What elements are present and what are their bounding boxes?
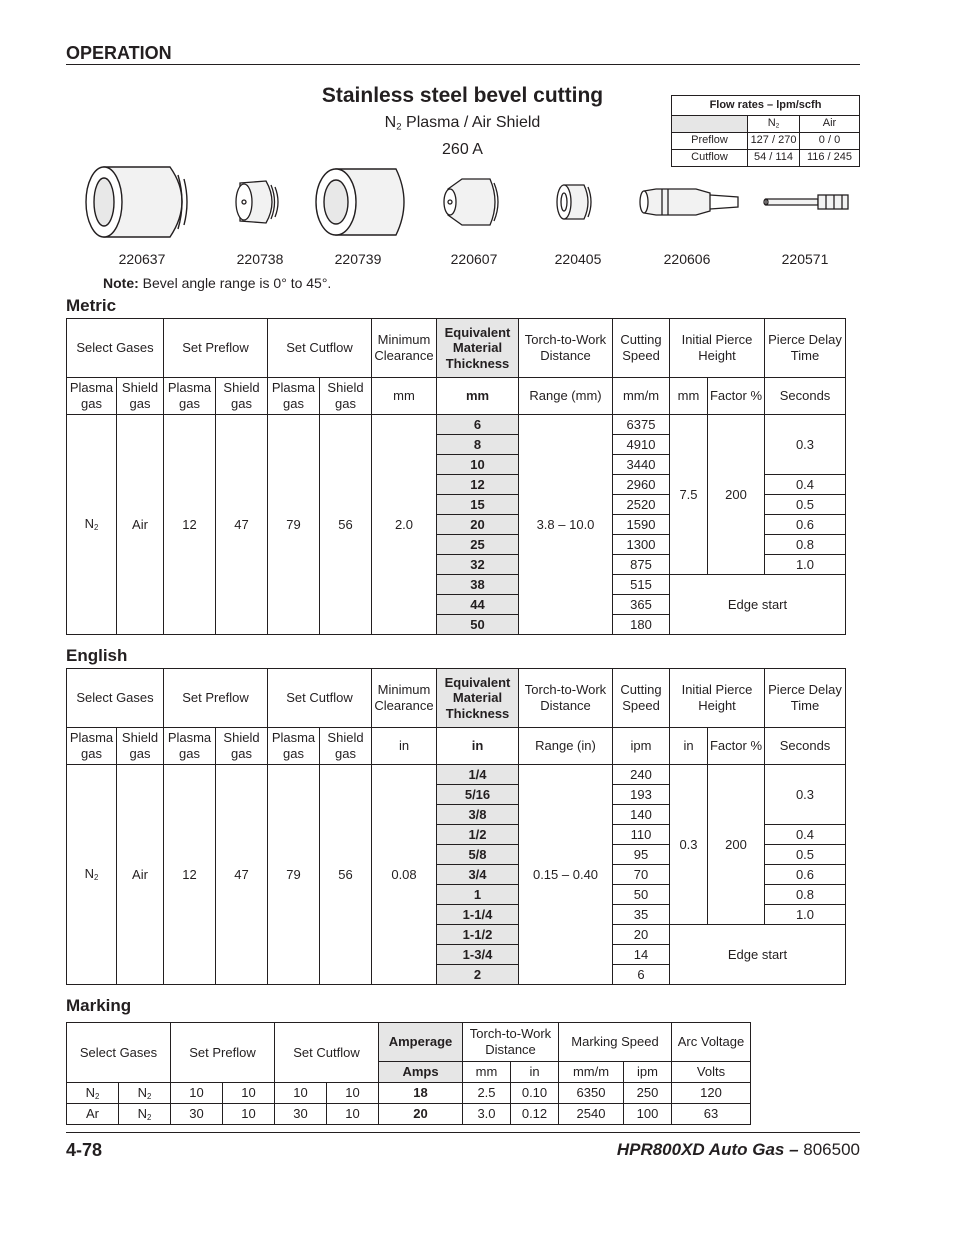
swirl-ring-icon	[557, 185, 591, 219]
marking-preflow-header: Set Preflow	[171, 1023, 275, 1083]
gas-type-label: Shield gas	[216, 378, 268, 415]
thickness-cell: 1-1/2	[437, 925, 519, 945]
speed-cell: 95	[613, 845, 670, 865]
clearance-unit: mm	[372, 378, 437, 415]
flow-rates-caption: Flow rates – lpm/scfh	[672, 96, 860, 116]
thickness-cell: 50	[437, 615, 519, 635]
thickness-cell: 3/8	[437, 805, 519, 825]
speed-header: Cutting Speed	[613, 669, 670, 728]
marking-cell: 0.12	[511, 1104, 559, 1125]
marking-cell: 2.5	[463, 1083, 511, 1104]
marking-cell: 10	[171, 1083, 223, 1104]
gas-type-label: Plasma gas	[268, 728, 320, 765]
speed-cell: 240	[613, 765, 670, 785]
cutflow-plasma-cell: 79	[268, 765, 320, 985]
select-gases-header: Select Gases	[67, 319, 164, 378]
preflow-plasma-cell: 12	[164, 765, 216, 985]
part-number: 220637	[118, 251, 166, 267]
consumable-parts-illustration	[66, 165, 860, 245]
pierce-delay-cell: 0.4	[765, 475, 846, 495]
pierce-height-header: Initial Pierce Height	[670, 319, 765, 378]
pierce-delay-cell: 0.3	[765, 765, 846, 825]
distance-unit: Range (mm)	[519, 378, 613, 415]
clearance-cell: 2.0	[372, 415, 437, 635]
metric-cut-chart-table	[66, 318, 846, 635]
marking-cell: 18	[379, 1083, 463, 1104]
pierce-delay-cell: 1.0	[765, 905, 846, 925]
part-number: 220739	[334, 251, 382, 267]
marking-speed-header: Marking Speed	[559, 1023, 672, 1062]
marking-cell: 3.0	[463, 1104, 511, 1125]
thickness-cell: 1-3/4	[437, 945, 519, 965]
thickness-cell: 5/8	[437, 845, 519, 865]
marking-cell: 120	[672, 1083, 751, 1104]
speed-cell: 2520	[613, 495, 670, 515]
set-cutflow-header: Set Cutflow	[268, 669, 372, 728]
thickness-cell: 3/4	[437, 865, 519, 885]
set-cutflow-header: Set Cutflow	[268, 319, 372, 378]
thickness-cell: 38	[437, 575, 519, 595]
marking-unit: Volts	[672, 1062, 751, 1083]
pierce-height-cell: 7.5	[670, 415, 708, 575]
pierce-factor-cell: 200	[708, 415, 765, 575]
edge-start-cell: Edge start	[670, 575, 846, 635]
flow-col-n2: $N_2$	[748, 116, 800, 133]
pierce-delay-cell: 0.5	[765, 845, 846, 865]
distance-header: Torch-to-Work Distance	[519, 669, 613, 728]
thickness-cell: 25	[437, 535, 519, 555]
shield-gas-cell: Air	[117, 765, 164, 985]
speed-cell: 110	[613, 825, 670, 845]
marking-row	[67, 1083, 751, 1104]
plasma-gas-cell: $N_2$	[67, 765, 117, 985]
marking-cell: 10	[223, 1104, 275, 1125]
thickness-cell: 32	[437, 555, 519, 575]
delay-unit: Seconds	[765, 728, 846, 765]
marking-table	[66, 1022, 751, 1125]
thickness-cell: 8	[437, 435, 519, 455]
marking-select-gases-header: Select Gases	[67, 1023, 171, 1083]
delay-unit: Seconds	[765, 378, 846, 415]
header-rule	[66, 64, 860, 65]
pierce-delay-cell: 0.3	[765, 415, 846, 475]
flow-row-label: Preflow	[672, 133, 748, 150]
thickness-unit: in	[437, 728, 519, 765]
pierce-delay-cell: 0.6	[765, 515, 846, 535]
english-heading: English	[66, 646, 128, 665]
pierce-factor-cell: 200	[708, 765, 765, 925]
speed-cell: 14	[613, 945, 670, 965]
marking-unit: mm/m	[559, 1062, 624, 1083]
part-number: 220571	[781, 251, 829, 267]
gas-type-label: Plasma gas	[67, 728, 117, 765]
thickness-cell: 44	[437, 595, 519, 615]
pierce-unit: mm	[670, 378, 708, 415]
speed-cell: 50	[613, 885, 670, 905]
marking-cell: 100	[624, 1104, 672, 1125]
speed-cell: 875	[613, 555, 670, 575]
marking-amperage-header: Amperage	[379, 1023, 463, 1062]
flow-rates-table	[671, 95, 860, 167]
bevel-note: Note: Bevel angle range is 0° to 45°.	[103, 275, 332, 291]
factor-unit: Factor %	[708, 378, 765, 415]
pierce-height-header: Initial Pierce Height	[670, 669, 765, 728]
thickness-cell: 6	[437, 415, 519, 435]
speed-cell: 1590	[613, 515, 670, 535]
speed-cell: 180	[613, 615, 670, 635]
speed-cell: 365	[613, 595, 670, 615]
document-id: HPR800XD Auto Gas – 806500	[616, 1140, 860, 1159]
speed-cell: 6375	[613, 415, 670, 435]
pierce-unit: in	[670, 728, 708, 765]
distance-cell: 3.8 – 10.0	[519, 415, 613, 635]
gas-type-label: Plasma gas	[268, 378, 320, 415]
data-row	[67, 415, 846, 435]
distance-header: Torch-to-Work Distance	[519, 319, 613, 378]
pierce-delay-cell: 1.0	[765, 555, 846, 575]
distance-cell: 0.15 – 0.40	[519, 765, 613, 985]
pierce-delay-cell: 0.4	[765, 825, 846, 845]
marking-cell: $N_2$	[119, 1104, 171, 1125]
thickness-cell: 1/2	[437, 825, 519, 845]
speed-cell: 140	[613, 805, 670, 825]
gas-type-label: Plasma gas	[164, 378, 216, 415]
marking-cell: 10	[327, 1104, 379, 1125]
select-gases-header: Select Gases	[67, 669, 164, 728]
thickness-cell: 10	[437, 455, 519, 475]
cutflow-shield-cell: 56	[320, 765, 372, 985]
flow-value: 116 / 245	[800, 150, 860, 167]
pierce-delay-header: Pierce Delay Time	[765, 669, 846, 728]
speed-cell: 20	[613, 925, 670, 945]
flow-value: 0 / 0	[800, 133, 860, 150]
data-row	[67, 765, 846, 785]
unit-row	[67, 378, 846, 415]
part-number: 220405	[554, 251, 602, 267]
unit-row	[67, 728, 846, 765]
set-preflow-header: Set Preflow	[164, 319, 268, 378]
pierce-delay-cell: 0.8	[765, 885, 846, 905]
gas-type-label: Shield gas	[320, 728, 372, 765]
marking-row	[67, 1104, 751, 1125]
thickness-header: Equivalent Material Thickness	[437, 669, 519, 728]
marking-voltage-header: Arc Voltage	[672, 1023, 751, 1062]
thickness-cell: 15	[437, 495, 519, 515]
marking-distance-header: Torch-to-Work Distance	[463, 1023, 559, 1062]
speed-cell: 193	[613, 785, 670, 805]
inner-retaining-cap-icon	[316, 169, 404, 235]
cutflow-plasma-cell: 79	[268, 415, 320, 635]
edge-start-cell: Edge start	[670, 925, 846, 985]
marking-cell: 20	[379, 1104, 463, 1125]
header-row	[67, 319, 846, 378]
speed-cell: 3440	[613, 455, 670, 475]
speed-cell: 70	[613, 865, 670, 885]
pierce-height-cell: 0.3	[670, 765, 708, 925]
marking-cell: 10	[327, 1083, 379, 1104]
speed-cell: 35	[613, 905, 670, 925]
gas-type-label: Plasma gas	[164, 728, 216, 765]
retaining-cap-icon	[236, 181, 278, 223]
marking-cell: Ar	[67, 1104, 119, 1125]
flow-corner-cell	[672, 116, 748, 133]
marking-cell: 30	[171, 1104, 223, 1125]
speed-header: Cutting Speed	[613, 319, 670, 378]
electrode-icon	[640, 189, 738, 215]
speed-cell: 6	[613, 965, 670, 985]
speed-cell: 4910	[613, 435, 670, 455]
gas-type-label: Shield gas	[117, 728, 164, 765]
preflow-shield-cell: 47	[216, 765, 268, 985]
shield-part-icon	[86, 167, 187, 237]
thickness-cell: 1	[437, 885, 519, 905]
marking-cell: 10	[275, 1083, 327, 1104]
flow-value: 127 / 270	[748, 133, 800, 150]
flow-row-label: Cutflow	[672, 150, 748, 167]
gas-type-label: Plasma gas	[67, 378, 117, 415]
thickness-header: Equivalent Material Thickness	[437, 319, 519, 378]
thickness-unit: mm	[437, 378, 519, 415]
speed-cell: 515	[613, 575, 670, 595]
gas-type-label: Shield gas	[320, 378, 372, 415]
min-clearance-header: Minimum Clearance	[372, 669, 437, 728]
water-tube-icon	[764, 195, 848, 209]
speed-cell: 1300	[613, 535, 670, 555]
cutflow-shield-cell: 56	[320, 415, 372, 635]
min-clearance-header: Minimum Clearance	[372, 319, 437, 378]
flow-col-air: Air	[800, 116, 860, 133]
set-preflow-header: Set Preflow	[164, 669, 268, 728]
marking-amps-unit: Amps	[379, 1062, 463, 1083]
marking-cell: 250	[624, 1083, 672, 1104]
english-cut-chart-table	[66, 668, 846, 985]
nozzle-icon	[444, 179, 498, 225]
marking-unit: ipm	[624, 1062, 672, 1083]
amperage-label: 260 A	[442, 141, 483, 158]
pierce-delay-cell: 0.5	[765, 495, 846, 515]
gas-type-label: Shield gas	[117, 378, 164, 415]
plasma-gas-cell: $N_2$	[67, 415, 117, 635]
thickness-cell: 20	[437, 515, 519, 535]
marking-unit: in	[511, 1062, 559, 1083]
page-number: 4-78	[66, 1140, 103, 1160]
pierce-delay-header: Pierce Delay Time	[765, 319, 846, 378]
speed-unit: ipm	[613, 728, 670, 765]
marking-cell: 2540	[559, 1104, 624, 1125]
footer-rule	[66, 1132, 860, 1133]
marking-cell: $N_2$	[67, 1083, 119, 1104]
section-heading: OPERATION	[66, 43, 172, 63]
marking-cell: 0.10	[511, 1083, 559, 1104]
gas-type-label: Shield gas	[216, 728, 268, 765]
marking-unit: mm	[463, 1062, 511, 1083]
marking-heading: Marking	[66, 996, 132, 1015]
part-number: 220606	[663, 251, 711, 267]
marking-cell: 10	[223, 1083, 275, 1104]
pierce-delay-cell: 0.6	[765, 865, 846, 885]
distance-unit: Range (in)	[519, 728, 613, 765]
marking-cell: 30	[275, 1104, 327, 1125]
flow-value: 54 / 114	[748, 150, 800, 167]
part-number: 220738	[236, 251, 284, 267]
shield-gas-cell: Air	[117, 415, 164, 635]
marking-cutflow-header: Set Cutflow	[275, 1023, 379, 1083]
preflow-plasma-cell: 12	[164, 415, 216, 635]
thickness-cell: 12	[437, 475, 519, 495]
speed-unit: mm/m	[613, 378, 670, 415]
part-number: 220607	[450, 251, 498, 267]
marking-cell: 6350	[559, 1083, 624, 1104]
thickness-cell: 1/4	[437, 765, 519, 785]
thickness-cell: 1-1/4	[437, 905, 519, 925]
clearance-unit: in	[372, 728, 437, 765]
thickness-cell: 5/16	[437, 785, 519, 805]
page-title: Stainless steel bevel cutting	[321, 84, 604, 107]
metric-heading: Metric	[66, 296, 117, 315]
clearance-cell: 0.08	[372, 765, 437, 985]
header-row	[67, 669, 846, 728]
factor-unit: Factor %	[708, 728, 765, 765]
preflow-shield-cell: 47	[216, 415, 268, 635]
gas-subtitle: $N_2$ Plasma / Air Shield	[384, 114, 541, 133]
marking-cell: 63	[672, 1104, 751, 1125]
marking-cell: $N_2$	[119, 1083, 171, 1104]
speed-cell: 2960	[613, 475, 670, 495]
thickness-cell: 2	[437, 965, 519, 985]
pierce-delay-cell: 0.8	[765, 535, 846, 555]
